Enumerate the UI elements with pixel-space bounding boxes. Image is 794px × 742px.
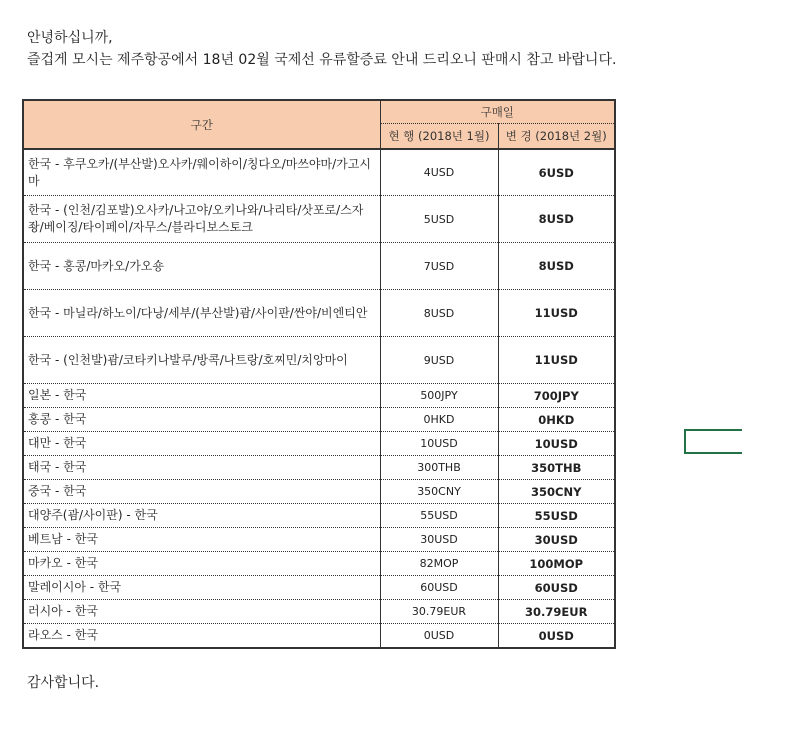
changed-cell: 8USD [498, 196, 615, 243]
greeting-line: 안녕하십니까, [27, 30, 113, 46]
route-cell: 한국 - (인천발)괌/코타키나발루/방콕/나트랑/호찌민/치앙마이 [23, 337, 380, 384]
table-row [23, 600, 615, 624]
route-cell: 대만 - 한국 [23, 432, 380, 456]
route-cell: 한국 - 마닐라/하노이/다낭/세부/(부산발)괌/사이판/싼야/비엔티안 [23, 290, 380, 337]
current-cell: 82MOP [380, 552, 498, 576]
route-cell: 중국 - 한국 [23, 480, 380, 504]
changed-cell: 350THB [498, 456, 615, 480]
table-row [23, 480, 615, 504]
changed-cell: 8USD [498, 243, 615, 290]
notice-line: 즐겁게 모시는 제주항공에서 18년 02월 국제선 유류할증료 안내 드리오니 판매시 참고 바랍니다. [27, 52, 617, 68]
header-current: 현 행 (2018년 1월) [380, 124, 498, 150]
route-cell: 마카오 - 한국 [23, 552, 380, 576]
table-row [23, 456, 615, 480]
current-cell: 350CNY [380, 480, 498, 504]
route-cell: 라오스 - 한국 [23, 624, 380, 649]
current-cell: 7USD [380, 243, 498, 290]
route-cell: 러시아 - 한국 [23, 600, 380, 624]
intro-text [27, 27, 616, 71]
current-cell: 500JPY [380, 384, 498, 408]
current-cell: 4USD [380, 149, 498, 196]
fuel-surcharge-table [22, 99, 616, 649]
current-cell: 9USD [380, 337, 498, 384]
changed-cell: 30.79EUR [498, 600, 615, 624]
current-cell: 55USD [380, 504, 498, 528]
changed-cell: 11USD [498, 337, 615, 384]
table-row [23, 243, 615, 290]
table-row [23, 552, 615, 576]
current-cell: 60USD [380, 576, 498, 600]
table-row [23, 432, 615, 456]
table-row [23, 290, 615, 337]
route-cell: 홍콩 - 한국 [23, 408, 380, 432]
table-row [23, 337, 615, 384]
changed-cell: 10USD [498, 432, 615, 456]
route-cell: 대양주(괌/사이판) - 한국 [23, 504, 380, 528]
route-cell: 한국 - (인천/김포발)오사카/나고야/오키나와/나리타/삿포로/스자좡/베이징/타이페이/자무스/블라디보스토크 [23, 196, 380, 243]
changed-cell: 55USD [498, 504, 615, 528]
route-cell: 한국 - 후쿠오카/(부산발)오사카/웨이하이/칭다오/마쓰야마/가고시마 [23, 149, 380, 196]
header-purchase-date: 구매일 [380, 100, 615, 124]
closing-text: 감사합니다. [27, 675, 100, 691]
changed-cell: 60USD [498, 576, 615, 600]
route-cell: 한국 - 홍콩/마카오/가오숑 [23, 243, 380, 290]
current-cell: 300THB [380, 456, 498, 480]
current-cell: 5USD [380, 196, 498, 243]
changed-cell: 700JPY [498, 384, 615, 408]
route-cell: 일본 - 한국 [23, 384, 380, 408]
route-cell: 베트남 - 한국 [23, 528, 380, 552]
current-cell: 0HKD [380, 408, 498, 432]
table-row [23, 384, 615, 408]
changed-cell: 0HKD [498, 408, 615, 432]
current-cell: 8USD [380, 290, 498, 337]
current-cell: 30USD [380, 528, 498, 552]
current-cell: 0USD [380, 624, 498, 649]
table-row [23, 528, 615, 552]
table-row [23, 149, 615, 196]
header-changed: 변 경 (2018년 2월) [498, 124, 615, 150]
changed-cell: 100MOP [498, 552, 615, 576]
table-row [23, 196, 615, 243]
route-cell: 말레이시아 - 한국 [23, 576, 380, 600]
route-cell: 태국 - 한국 [23, 456, 380, 480]
current-cell: 10USD [380, 432, 498, 456]
changed-cell: 6USD [498, 149, 615, 196]
table-row [23, 576, 615, 600]
selected-cell-cursor[interactable] [684, 429, 742, 454]
current-cell: 30.79EUR [380, 600, 498, 624]
header-route: 구간 [23, 100, 380, 149]
changed-cell: 11USD [498, 290, 615, 337]
table-row [23, 408, 615, 432]
changed-cell: 30USD [498, 528, 615, 552]
table-row [23, 504, 615, 528]
changed-cell: 350CNY [498, 480, 615, 504]
table-row [23, 624, 615, 649]
changed-cell: 0USD [498, 624, 615, 649]
